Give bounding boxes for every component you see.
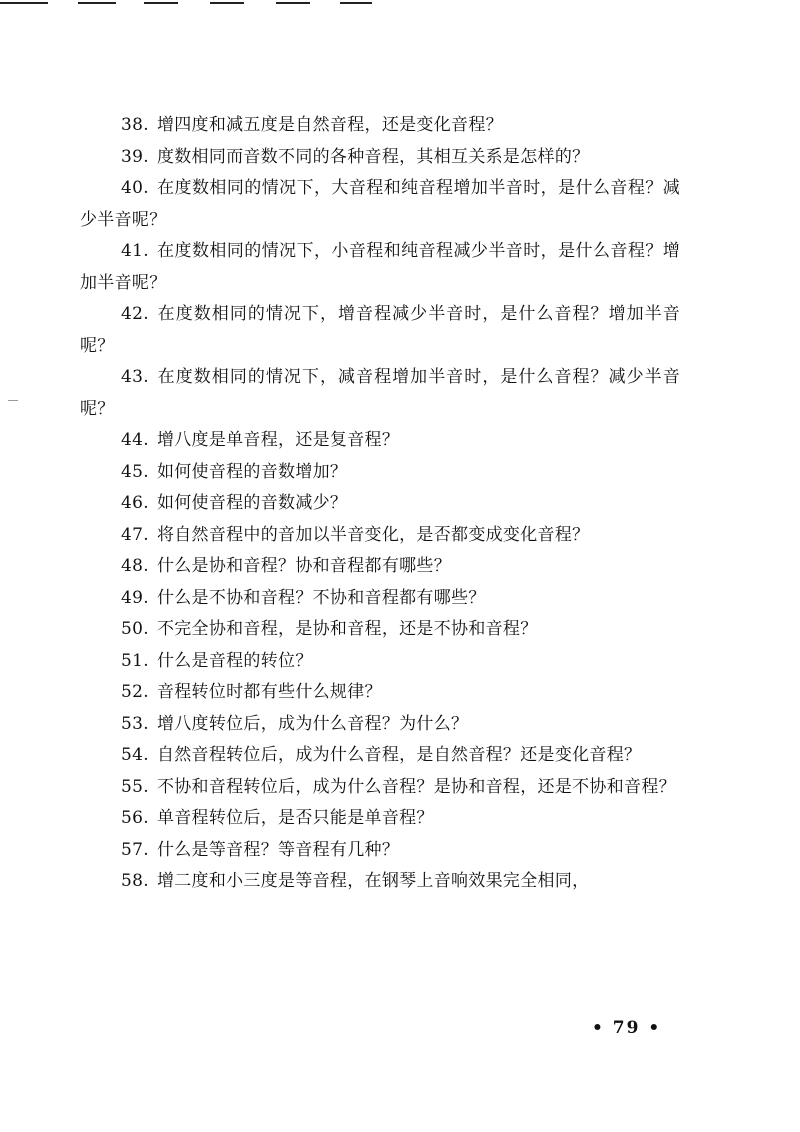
question-number: 50. — [121, 619, 149, 639]
question-text: 单音程转位后，是否只能是单音程？ — [156, 808, 434, 828]
question-text: 在度数相同的情况下，增音程减少半音时，是什么音程？增加半音呢？ — [80, 304, 680, 356]
question-text: 不完全协和音程，是协和音程，还是不协和音程？ — [156, 619, 538, 639]
question-number: 52. — [121, 682, 149, 702]
question-item — [80, 614, 680, 646]
question-text: 增四度和减五度是自然音程，还是变化音程？ — [156, 115, 503, 135]
question-number: 44. — [121, 430, 149, 450]
question-number: 51. — [121, 650, 149, 671]
question-item — [80, 362, 680, 425]
question-number: 57. — [121, 839, 149, 860]
question-text: 在度数相同的情况下，减音程增加半音时，是什么音程？减少半音呢？ — [80, 367, 680, 419]
question-text: 增八度转位后，成为什么音程？为什么？ — [156, 713, 469, 734]
top-border-rules — [0, 0, 800, 8]
question-number: 54. — [121, 745, 149, 765]
question-text: 什么是协和音程？协和音程都有哪些？ — [156, 556, 452, 576]
question-number: 56. — [121, 808, 149, 828]
question-item — [80, 520, 680, 552]
question-text: 什么是不协和音程？不协和音程都有哪些？ — [156, 587, 486, 608]
question-text: 不协和音程转位后，成为什么音程？是协和音程，还是不协和音程？ — [156, 776, 676, 797]
question-item — [80, 457, 680, 489]
question-number: 42. — [121, 304, 149, 324]
question-item — [80, 551, 680, 583]
margin-mark — [8, 400, 18, 401]
question-item — [80, 425, 680, 457]
question-number: 47. — [121, 524, 149, 545]
question-text: 如何使音程的音数增加？ — [156, 461, 348, 482]
question-text: 在度数相同的情况下，小音程和纯音程减少半音时，是什么音程？增加半音呢？ — [80, 241, 680, 293]
question-text: 自然音程转位后，成为什么音程，是自然音程？还是变化音程？ — [156, 745, 642, 765]
page-number: • 79 • — [592, 1018, 662, 1038]
question-number: 53. — [121, 713, 149, 734]
question-item — [80, 110, 680, 142]
question-item — [80, 740, 680, 772]
question-text: 什么是等音程？等音程有几种？ — [156, 839, 400, 860]
question-item — [80, 236, 680, 299]
question-number: 55. — [121, 776, 149, 797]
question-number: 48. — [121, 556, 149, 576]
question-text: 增二度和小三度是等音程，在钢琴上音响效果完全相同， — [156, 871, 590, 891]
question-number: 40. — [121, 178, 149, 198]
question-number: 43. — [121, 367, 149, 387]
question-text: 在度数相同的情况下，大音程和纯音程增加半音时，是什么音程？减少半音呢？ — [80, 178, 680, 230]
question-item — [80, 772, 680, 804]
question-number: 38. — [121, 115, 149, 135]
question-text: 什么是音程的转位？ — [156, 650, 313, 671]
question-item — [80, 835, 680, 867]
question-item — [80, 583, 680, 615]
question-number: 45. — [121, 461, 149, 482]
question-text: 增八度是单音程，还是复音程？ — [156, 430, 400, 450]
question-number: 41. — [121, 241, 149, 261]
question-text: 将自然音程中的音加以半音变化，是否都变成变化音程？ — [156, 524, 590, 545]
question-number: 39. — [121, 146, 149, 167]
question-number: 49. — [121, 587, 149, 608]
question-item — [80, 142, 680, 174]
question-item — [80, 709, 680, 741]
question-item — [80, 299, 680, 362]
question-item — [80, 646, 680, 678]
question-item — [80, 173, 680, 236]
question-number: 58. — [121, 871, 149, 891]
question-list — [80, 110, 680, 898]
question-text: 音程转位时都有些什么规律？ — [156, 682, 382, 702]
question-item — [80, 866, 680, 898]
question-text: 度数相同而音数不同的各种音程，其相互关系是怎样的？ — [156, 146, 590, 167]
question-number: 46. — [121, 493, 149, 513]
question-text: 如何使音程的音数减少？ — [156, 493, 348, 513]
question-item — [80, 488, 680, 520]
question-item — [80, 803, 680, 835]
question-item — [80, 677, 680, 709]
